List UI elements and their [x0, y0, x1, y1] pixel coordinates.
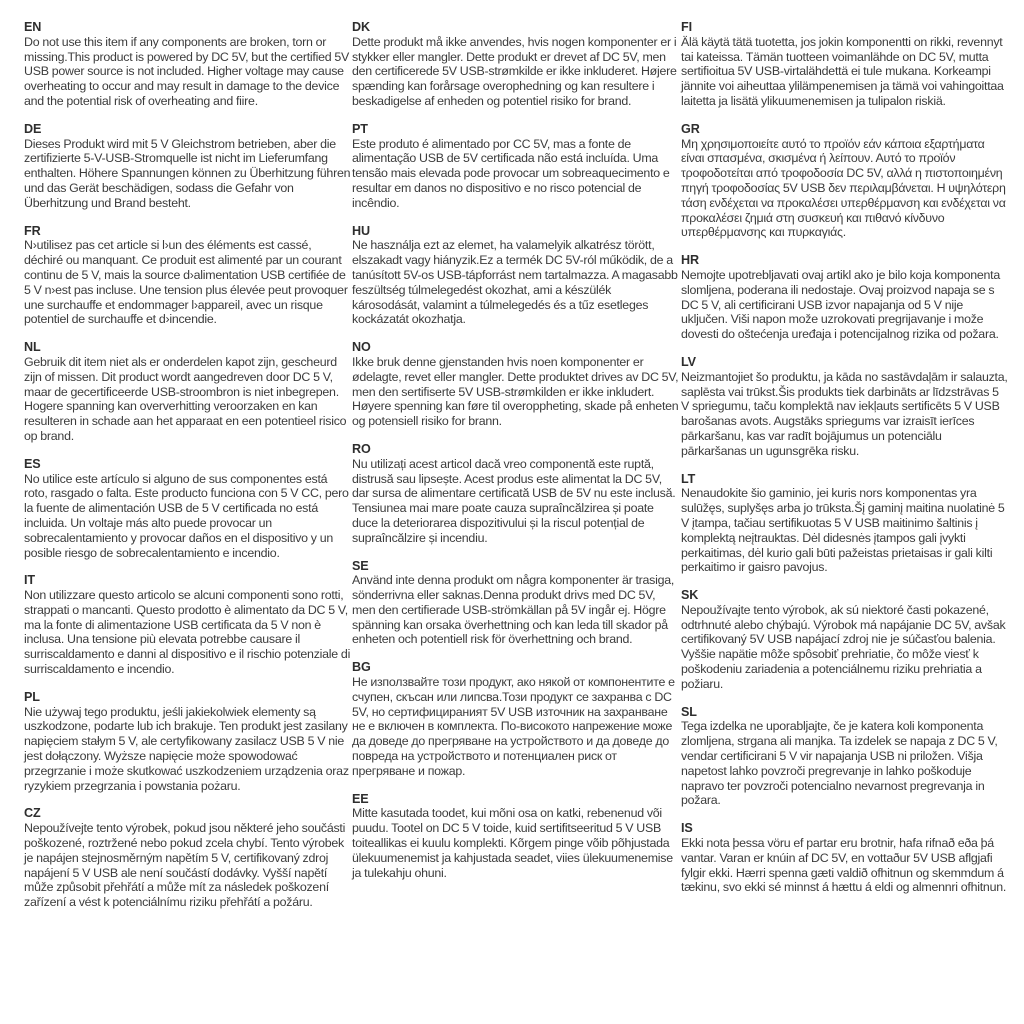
language-code-ro: RO: [352, 441, 371, 456]
section-cz: [24, 806, 352, 910]
section-ro: [352, 442, 680, 546]
warning-text-nl: Gebruik dit item niet als er onderdelen kapot zijn, gescheurd zijn of missen. Dit product wordt aangedreven door DC 5 V, maar de gecertificeerde USB-stroombron is niet inbegrepen. Hogere spanning kan oververhitting veroorzaken en kan resulteren in schade aan het apparaat en een potentieel risico op brand.: [24, 354, 347, 443]
warning-text-is: Ekki nota þessa vöru ef partar eru brotnir, hafa rifnað eða þá vantar. Varan er knúin af DC 5V, en vottaður 5V USB aflgjafi fylgir ekki. Hærri spenna gæti valdið ofhitnun og skemmdum á tækinu, svo ekki sé minnst á hættu á eldi og almennri ofhitnun.: [681, 836, 1007, 895]
section-is: [681, 821, 1009, 895]
language-code-is: IS: [681, 821, 693, 836]
warning-text-es: No utilice este artículo si alguno de sus componentes está roto, rasgado o falta. Este producto funciona con 5 V CC, pero la fuente de alimentación USB de 5 V certificada no está incluida. Un voltaje más alto puede provocar un sobrecalentamiento y provocar daños en el dispositivo y un posible riesgo de sobrecalentamiento e incendio.: [24, 471, 349, 560]
section-it: [24, 573, 352, 677]
warning-text-bg: Не използвайте този продукт, ако някой от компонентите е счупен, скъсан или липсва.Този продукт се захранва с DC 5V, но сертифицираният 5V USB източник на захранване не е включен в комплекта. По-високото напрежение може да доведе до прегряване на устройството и да доведе до повреда на устройството и потенциален риск от прегряване и пожар.: [352, 675, 675, 778]
language-code-bg: BG: [352, 660, 371, 675]
language-code-gr: GR: [681, 121, 700, 136]
column-3: [681, 20, 1009, 908]
warning-text-hu: Ne használja ezt az elemet, ha valamelyik alkatrész törött, elszakadt vagy hiányzik.Ez a termék DC 5V-ról működik, de a tanúsított 5V-os USB-tápforrást nem tartalmazza. A magasabb feszültség túlmelegedést okozhat, ami a készülék károsodását, valamint a túlmelegedés és a tűz esetleges kockázatát okozhatja.: [352, 238, 678, 327]
language-code-lt: LT: [681, 471, 696, 486]
language-code-nl: NL: [24, 340, 41, 355]
section-bg: [352, 660, 680, 778]
language-code-de: DE: [24, 121, 42, 136]
language-code-fi: FI: [681, 20, 692, 34]
warning-text-se: Använd inte denna produkt om några komponenter är trasiga, sönderrivna eller saknas.Denna produkt drivs med DC 5V, men den certifierade USB-strömkällan på 5V ingår ej. Högre spänning kan orsaka överhettning och kan leda till skador på enheten och potentiell risk för överhettning och brand.: [352, 573, 675, 647]
warning-text-pt: Este produto é alimentado por CC 5V, mas a fonte de alimentação USB de 5V certificada não está incluída. Uma tensão mais elevada pode provocar um sobreaquecimento e resultar em danos no dispositivo e no risco potencial de incêndio.: [352, 136, 670, 210]
language-code-en: EN: [24, 20, 42, 34]
language-code-hu: HU: [352, 223, 370, 238]
language-code-fr: FR: [24, 223, 41, 238]
section-lv: [681, 355, 1009, 459]
warning-text-dk: Dette produkt må ikke anvendes, hvis nogen komponenter er i stykker eller mangler. Dette produkt er drevet af DC 5V, men den certificerede 5V USB-strømkilde er ikke inkluderet. Højere spænding kan forårsage overophedning og kan resultere i beskadigelse af enheden og potentiel risiko for brand.: [352, 34, 677, 108]
column-2: [352, 20, 680, 893]
section-hu: [352, 224, 680, 328]
section-pl: [24, 690, 352, 794]
warning-text-sk: Nepoužívajte tento výrobok, ak sú niektoré časti pokazené, odtrhnuté alebo chýbajú. Výrobok má napájanie DC 5V, avšak certifikovaný 5V USB napájací zdroj nie je súčasťou balenia. Vyššie napätie môže spôsobiť prehriatie, čo môže viesť k poškodeniu zariadenia a potenciálnemu riziku prehriatia a požiaru.: [681, 602, 1006, 691]
warning-text-ro: Nu utilizați acest articol dacă vreo componentă este ruptă, distrusă sau lipsește. Acest produs este alimentat la DC 5V, dar sursa de alimentare certificată USB de 5V nu este inclusă. Tensiunea mai mare poate cauza supraîncălzirea și poate duce la deteriorarea dispozitivului și la riscul potențial de supraîncălzire și incendiu.: [352, 456, 676, 545]
language-code-ee: EE: [352, 791, 369, 806]
section-ee: [352, 792, 680, 881]
section-fi: [681, 20, 1009, 109]
language-code-sk: SK: [681, 588, 699, 603]
section-gr: [681, 122, 1009, 240]
section-es: [24, 457, 352, 561]
section-dk: [352, 20, 680, 109]
warning-text-lt: Nenaudokite šio gaminio, jei kuris nors komponentas yra sulūžęs, suplyšęs arba jo trūksta.Šį gaminį maitina nuolatinė 5 V įtampa, tačiau sertifikuotas 5 V USB maitinimo šaltinis į komplektą neįtrauktas. Dėl didesnės įtampos gali įvykti perkaitimas, dėl kurio gali būti pažeistas prietaisas ir gali kilti perkaitimo ir gaisro pavojus.: [681, 486, 1005, 575]
warning-text-it: Non utilizzare questo articolo se alcuni componenti sono rotti, strappati o mancanti. Questo prodotto è alimentato da DC 5 V, ma la fonte di alimentazione USB certificata da 5 V non è inclusa. Una tensione più elevata potrebbe causare il surriscaldamento e danni al dispositivo e il rischio potenziale di surriscaldamento e incendio.: [24, 588, 351, 677]
section-no: [352, 340, 680, 429]
warning-text-sl: Tega izdelka ne uporabljajte, če je katera koli komponenta zlomljena, strgana ali manjka. Ta izdelek se napaja z DC 5 V, vendar certificirani 5 V vir napajanja USB ni priložen. Višja napetost lahko povzroči pregrevanje in lahko poškoduje napravo ter povzroči potencialno nevarnost pregrevanja in požara.: [681, 719, 998, 808]
language-code-cz: CZ: [24, 806, 41, 821]
warning-text-no: Ikke bruk denne gjenstanden hvis noen komponenter er ødelagte, revet eller mangler. Dette produktet drives av DC 5V, men den sertifiserte 5V USB-strømkilden er ikke inkludert. Høyere spenning kan føre til overoppheting, skade på enheten og potensiell risiko for brann.: [352, 354, 679, 429]
column-1: [24, 20, 352, 923]
section-de: [24, 122, 352, 211]
section-lt: [681, 472, 1009, 576]
language-code-no: NO: [352, 340, 371, 355]
section-se: [352, 559, 680, 648]
section-nl: [24, 340, 352, 444]
warning-text-gr: Μη χρησιμοποιείτε αυτό το προϊόν εάν κάποια εξαρτήματα είναι σπασμένα, σκισμένα ή λείπουν. Αυτό το προϊόν τροφοδοτείται από τροφοδοσία DC 5V, αλλά η πιστοποιημένη πηγή τροφοδοσίας 5V USB δεν περιλαμβάνεται. Η υψηλότερη τάση ενδέχεται να προκαλέσει υπερθέρμανση και ενδέχεται να προκαλέσει ζημιά στη συσκευή και πιθανό κίνδυνο υπερθέρμανσης και πυρκαγιάς.: [681, 136, 1006, 240]
language-code-hr: HR: [681, 253, 699, 268]
section-sl: [681, 705, 1009, 809]
warning-text-fi: Älä käytä tätä tuotetta, jos jokin komponentti on rikki, revennyt tai kateissa. Tämän tuotteen voimanlähde on DC 5V, mutta sertifioitua 5V USB-virtalähdettä ei tule mukana. Korkeampi jännite voi aiheuttaa ylilämpenemisen ja tämä voi vahingoittaa laitetta ja lisätä ylikuumenemisen ja tulipalon riskiä.: [681, 34, 1004, 108]
language-code-pt: PT: [352, 121, 368, 136]
warning-text-ee: Mitte kasutada toodet, kui mõni osa on katki, rebenenud või puudu. Tootel on DC 5 V toide, kuid sertifitseeritud 5 V USB toiteallikas ei kuulu komplekti. Kõrgem pinge võib põhjustada ülekuumenemist ja kahjustada seadet, viies ülekuumenemise ja tulekahju ohuni.: [352, 806, 673, 880]
section-sk: [681, 588, 1009, 692]
language-code-pl: PL: [24, 689, 40, 704]
warning-text-lv: Neizmantojiet šo produktu, ja kāda no sastāvdaļām ir salauzta, saplēsta vai trūkst.Šis produkts tiek darbināts ar līdzstrāvas 5 V spriegumu, taču komplektā nav iekļauts sertificēts 5 V USB barošanas avots. Augstāks spriegums var izraisīt ierīces pārkaršanu, kas var radīt bojājumus un potenciālu pārkaršanas un ugunsgrēka risku.: [681, 369, 1008, 458]
language-code-es: ES: [24, 456, 41, 471]
language-code-dk: DK: [352, 20, 370, 34]
warning-text-pl: Nie używaj tego produktu, jeśli jakiekolwiek elementy są uszkodzone, podarte lub ich brakuje. Ten produkt jest zasilany napięciem stałym 5 V, ale certyfikowany zasilacz USB 5 V nie jest dołączony. Wyższe napięcie może spowodować przegrzanie i może skutkować uszkodzeniem urządzenia oraz ryzykiem przegrzania i powstania pożaru.: [24, 704, 349, 793]
language-code-lv: LV: [681, 354, 696, 369]
language-code-sl: SL: [681, 704, 697, 719]
section-en: [24, 20, 352, 109]
language-code-it: IT: [24, 573, 35, 588]
section-pt: [352, 122, 680, 211]
warning-text-hr: Nemojte upotrebljavati ovaj artikl ako je bilo koja komponenta slomljena, poderana ili nedostaje. Ovaj proizvod napaja se s DC 5 V, ali certificirani USB izvor napajanja od 5 V nije uključen. Viši napon može uzrokovati pregrijavanje i može dovesti do oštećenja uređaja i potencijalnog rizika od požara.: [681, 267, 1001, 342]
warning-text-cz: Nepoužívejte tento výrobek, pokud jsou některé jeho součásti poškozené, roztržené nebo pokud zcela chybí. Tento výrobek je napájen stejnosměrným napětím 5 V, certifikovaný zdroj napájení 5 V USB ale není součástí dodávky. Vyšší napětí může způsobit přehřátí a může mít za následek poškození zařízení a vést k potenciálnímu riziku přehřátí a požáru.: [24, 821, 346, 910]
warning-text-de: Dieses Produkt wird mit 5 V Gleichstrom betrieben, aber die zertifizierte 5-V-USB-Stromquelle ist nicht im Lieferumfang enthalten. Höhere Spannungen können zu Überhitzung führen und das Gerät beschädigen, sodass die Gefahr von Überhitzung und Brand besteht.: [24, 136, 351, 210]
warning-text-en: Do not use this item if any components are broken, torn or missing.This product is powered by DC 5V, but the certified 5V USB power source is not included. Higher voltage may cause overheating to occur and may result in damage to the device and the potential risk of overheating and fiire.: [24, 34, 350, 108]
section-fr: [24, 224, 352, 328]
section-hr: [681, 253, 1009, 342]
language-code-se: SE: [352, 558, 369, 573]
warning-text-fr: N›utilisez pas cet article si l›un des éléments est cassé, déchiré ou manquant. Ce produit est alimenté par un courant continu de 5 V, mais la source d›alimentation USB certifiée de 5 V n›est pas incluse. Une tension plus élevée peut provoquer une surchauffe et endommager l›appareil, avec un risque potentiel de surchauffe et d›incendie.: [24, 238, 348, 327]
